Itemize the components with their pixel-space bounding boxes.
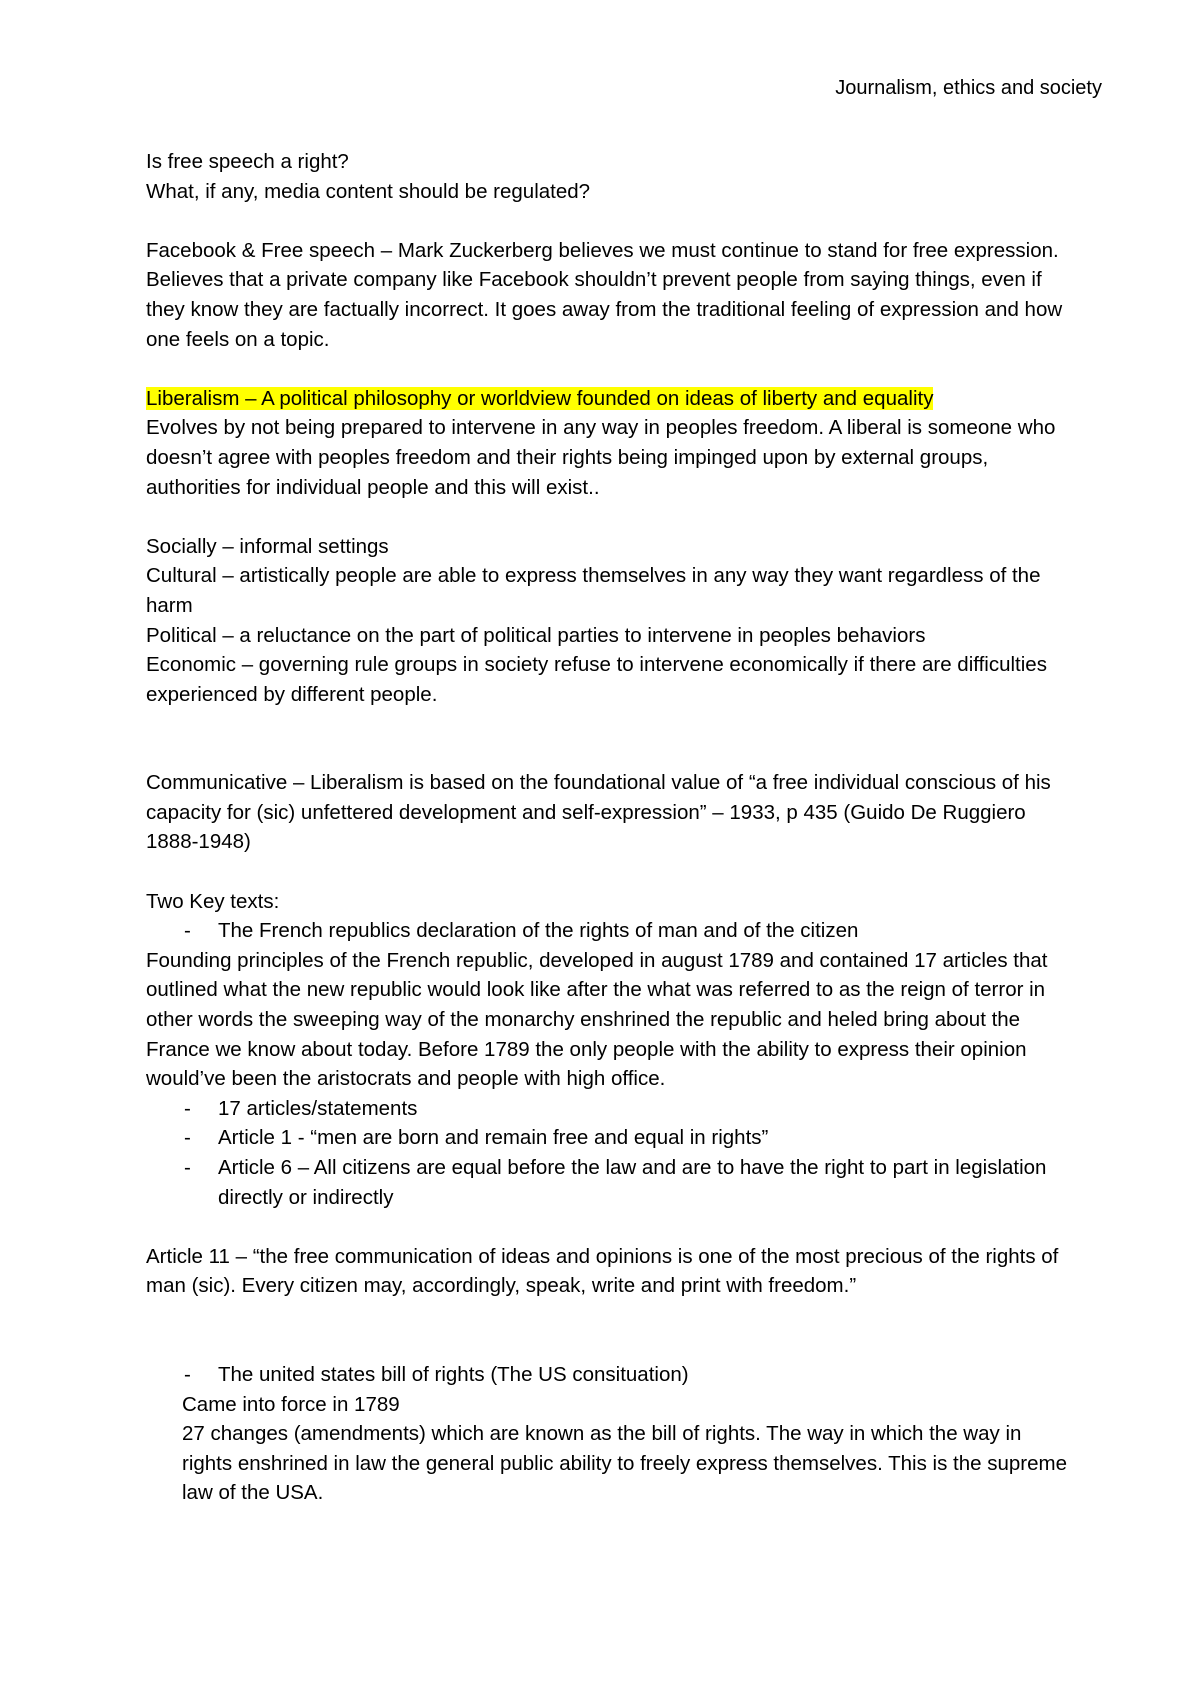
bullet-marker: -: [184, 1362, 191, 1386]
bullet-article-6: [146, 1153, 1076, 1212]
key-texts-heading: Two Key texts:: [146, 889, 280, 913]
facebook-paragraph: Facebook & Free speech – Mark Zuckerberg believes we must continue to stand for free expression. Believes that a private company like Facebook shouldn’t prevent people from saying things, even if they know they are factually incorrect. It goes away from the traditional feeling of expression and how one feels on a topic.: [146, 238, 1063, 351]
bullet-marker: -: [184, 1096, 191, 1120]
spacer: [146, 709, 1076, 768]
bullet-us-bill-of-rights: [146, 1360, 1076, 1390]
us-bill-amendments: 27 changes (amendments) which are known as the bill of rights. The way in which the way in rights enshrined in law the general public ability to freely express themselves. This is the supreme law of the USA.: [182, 1422, 1067, 1505]
liberalism-definition-highlight: Liberalism – A political philosophy or worldview founded on ideas of liberty and equality: [146, 386, 934, 410]
french-declaration-description: Founding principles of the French republic, developed in august 1789 and contained 17 articles that outlined what the new republic would look like after the what was referred to as the reign of terror in other words the sweeping way of the monarchy enshrined the republic and heled bring about the France we know about today. Before 1789 the only people with the ability to express their opinion would’ve been the aristocrats and people with high office.: [146, 948, 1048, 1091]
bullet-marker: -: [184, 1126, 191, 1150]
spacer: [146, 1301, 1076, 1360]
question-free-speech: Is free speech a right?: [146, 150, 349, 173]
spacer: [146, 206, 1076, 236]
bullet-article-1: [146, 1123, 1076, 1153]
us-bill-came-into-force: Came into force in 1789: [182, 1392, 400, 1416]
bullet-17-articles: [146, 1094, 1076, 1124]
bullet-french-declaration: [146, 916, 1076, 946]
question-media-regulation: What, if any, media content should be regulated?: [146, 179, 591, 203]
spacer: [146, 857, 1076, 887]
document-body: [146, 147, 1076, 1508]
spacer: [146, 502, 1076, 532]
communicative-paragraph: Communicative – Liberalism is based on the foundational value of “a free individual conscious of his capacity for (sic) unfettered development and self-expression” – 1933, p 435 (Guido De Ruggiero 1888-1948): [146, 771, 1051, 854]
dimension-political: Political – a reluctance on the part of political parties to intervene in peoples behaviors: [146, 623, 926, 647]
bullet-text: 17 articles/statements: [218, 1096, 418, 1120]
dimension-cultural: Cultural – artistically people are able to express themselves in any way they want regardless of the harm: [146, 564, 1041, 617]
bullet-marker: -: [184, 1156, 191, 1179]
spacer: [146, 354, 1076, 384]
bullet-text: Article 1 - “men are born and remain free and equal in rights”: [218, 1126, 769, 1150]
article-11-paragraph: Article 11 – “the free communication of ideas and opinions is one of the most precious of the rights of man (sic). Every citizen may, accordingly, speak, write and print with freedom.”: [146, 1244, 1059, 1298]
bullet-text: Article 6 – All citizens are equal before the law and are to have the right to part in legislation directly or indirectly: [218, 1156, 1047, 1209]
spacer: [146, 1212, 1076, 1242]
us-bill-title: The united states bill of rights (The US consituation): [218, 1362, 689, 1386]
dimension-economic: Economic – governing rule groups in society refuse to intervene economically if there are difficulties experienced by different people.: [146, 653, 1047, 706]
dimension-social: Socially – informal settings: [146, 534, 389, 558]
liberalism-definition-line: [146, 384, 1076, 414]
page-header: Journalism, ethics and society: [835, 77, 1102, 99]
bullet-marker: -: [184, 919, 191, 943]
liberalism-explanation: Evolves by not being prepared to intervene in any way in peoples freedom. A liberal is someone who doesn’t agree with peoples freedom and their rights being impinged upon by external groups, authorities for individual people and this will exist..: [146, 416, 1056, 499]
french-declaration-title: The French republics declaration of the rights of man and of the citizen: [218, 919, 859, 943]
